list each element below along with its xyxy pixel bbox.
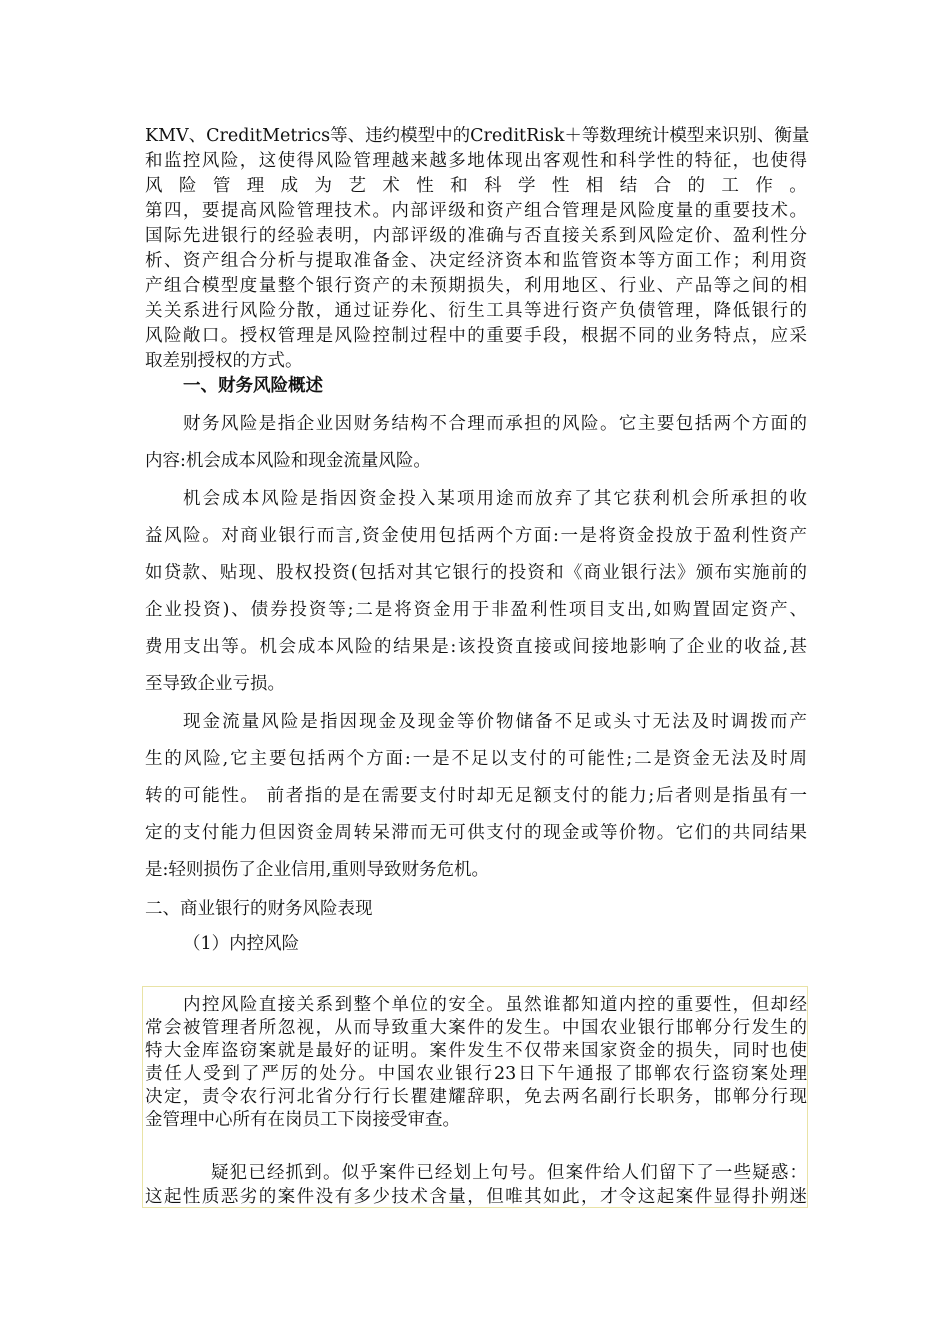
- spaced-char: 作: [755, 176, 773, 196]
- text-line: 生的风险,它主要包括两个方面:一是不足以支付的可能性;二是资金无法及时周: [145, 749, 807, 769]
- spaced-char: 相: [585, 176, 604, 196]
- text-line: 产组合模型度量整个银行资产的未预期损失，利用地区、行业、产品等之间的相: [145, 276, 807, 296]
- spaced-char: 管: [212, 176, 231, 196]
- text-line-spaced: [145, 175, 807, 197]
- spaced-char: 和: [450, 176, 468, 196]
- text-line: 如贷款、贴现、股权投资(包括对其它银行的投资和《商业银行法》颁布实施前的: [145, 563, 807, 583]
- section-heading: 一、财务风险概述: [183, 376, 323, 396]
- spaced-char: 成: [280, 176, 299, 196]
- text-line: 现金流量风险是指因现金及现金等价物储备不足或头寸无法及时调拨而产: [183, 712, 807, 732]
- text-line: 至导致企业亏损。: [145, 674, 285, 694]
- text-line: 取差别授权的方式。: [145, 351, 303, 371]
- text-line: 常会被管理者所忽视，从而导致重大案件的发生。中国农业银行邯郸分行发生的: [145, 1018, 807, 1038]
- text-line: 转的可能性。 前者指的是在需要支付时却无足额支付的能力;后者则是指虽有一: [145, 786, 807, 806]
- section-heading: 二、商业银行的财务风险表现: [145, 899, 373, 919]
- spaced-char: 工: [721, 176, 739, 196]
- spaced-char: 的: [687, 176, 705, 196]
- spaced-char: 术: [382, 176, 400, 196]
- text-line: 内容:机会成本风险和现金流量风险。: [145, 451, 431, 471]
- spaced-char: 为: [314, 176, 333, 196]
- text-line: 析、资产组合分析与提取准备金、决定经济资本和监管资本等方面工作；利用资: [145, 251, 807, 271]
- text-line: 是:轻则损伤了企业信用,重则导致财务危机。: [145, 860, 489, 880]
- text-line: 益风险。对商业银行而言,资金使用包括两个方面:一是将资金投放于盈利性资产: [145, 526, 807, 546]
- text-line: 金管理中心所有在岗员工下岗接受审查。: [145, 1110, 460, 1130]
- text-line: 定的支付能力但因资金周转呆滞而无可供支付的现金或等价物。它们的共同结果: [145, 823, 807, 843]
- text-line: 第四，要提高风险管理技术。内部评级和资产组合管理是风险度量的重要技术。: [145, 201, 807, 221]
- text-line: 费用支出等。机会成本风险的结果是:该投资直接或间接地影响了企业的收益,甚: [145, 637, 807, 657]
- spaced-char: 学: [517, 176, 536, 196]
- text-line: 机会成本风险是指因资金投入某项用途而放弃了其它获利机会所承担的收: [183, 489, 807, 509]
- spaced-char: 理: [246, 176, 265, 196]
- text-line: 企业投资)、债券投资等;二是将资金用于非盈利性项目支出,如购置固定资产、: [145, 600, 807, 620]
- spaced-char: 性: [416, 176, 434, 196]
- subsection-heading: （1）内控风险: [183, 934, 300, 954]
- spaced-char: 风: [145, 176, 163, 196]
- text-line: 内控风险直接关系到整个单位的安全。虽然谁都知道内控的重要性，但却经: [183, 995, 807, 1015]
- text-line: 国际先进银行的经验表明，内部评级的准确与否直接关系到风险定价、盈利性分: [145, 226, 807, 246]
- text-line: 责任人受到了严厉的处分。中国农业银行23日下午通报了邯郸农行盗窃案处理: [145, 1064, 807, 1084]
- text-line: 决定，责令农行河北省分行行长瞿建耀辞职，免去两名副行长职务，邯郸分行现: [145, 1087, 807, 1107]
- text-line: 风险敞口。授权管理是风险控制过程中的重要手段，根据不同的业务特点，应采: [145, 326, 807, 346]
- spaced-char: 。: [789, 176, 807, 196]
- text-line: 疑犯已经抓到。似乎案件已经划上句号。但案件给人们留下了一些疑惑：: [211, 1163, 807, 1183]
- text-line: 和监控风险，这使得风险管理越来越多地体现出客观性和科学性的特征，也使得: [145, 151, 807, 171]
- spaced-char: 科: [484, 176, 502, 196]
- spaced-char: 险: [178, 176, 197, 196]
- text-line: 这起性质恶劣的案件没有多少技术含量，但唯其如此，才令这起案件显得扑朔迷: [145, 1187, 807, 1207]
- text-line: 关关系进行风险分散，通过证券化、衍生工具等进行资产负债管理，降低银行的: [145, 301, 807, 321]
- spaced-char: 合: [653, 176, 672, 196]
- text-line: 财务风险是指企业因财务结构不合理而承担的风险。它主要包括两个方面的: [183, 414, 807, 434]
- text-line: KMV、CreditMetrics等、违约模型中的CreditRisk＋等数理统计模型来识别、衡量: [145, 126, 810, 146]
- spaced-char: 性: [551, 176, 570, 196]
- spaced-char: 艺: [348, 176, 366, 196]
- spaced-char: 结: [619, 176, 638, 196]
- text-line: 特大金库盗窃案就是最好的证明。案件发生不仅带来国家资金的损失，同时也使: [145, 1041, 807, 1061]
